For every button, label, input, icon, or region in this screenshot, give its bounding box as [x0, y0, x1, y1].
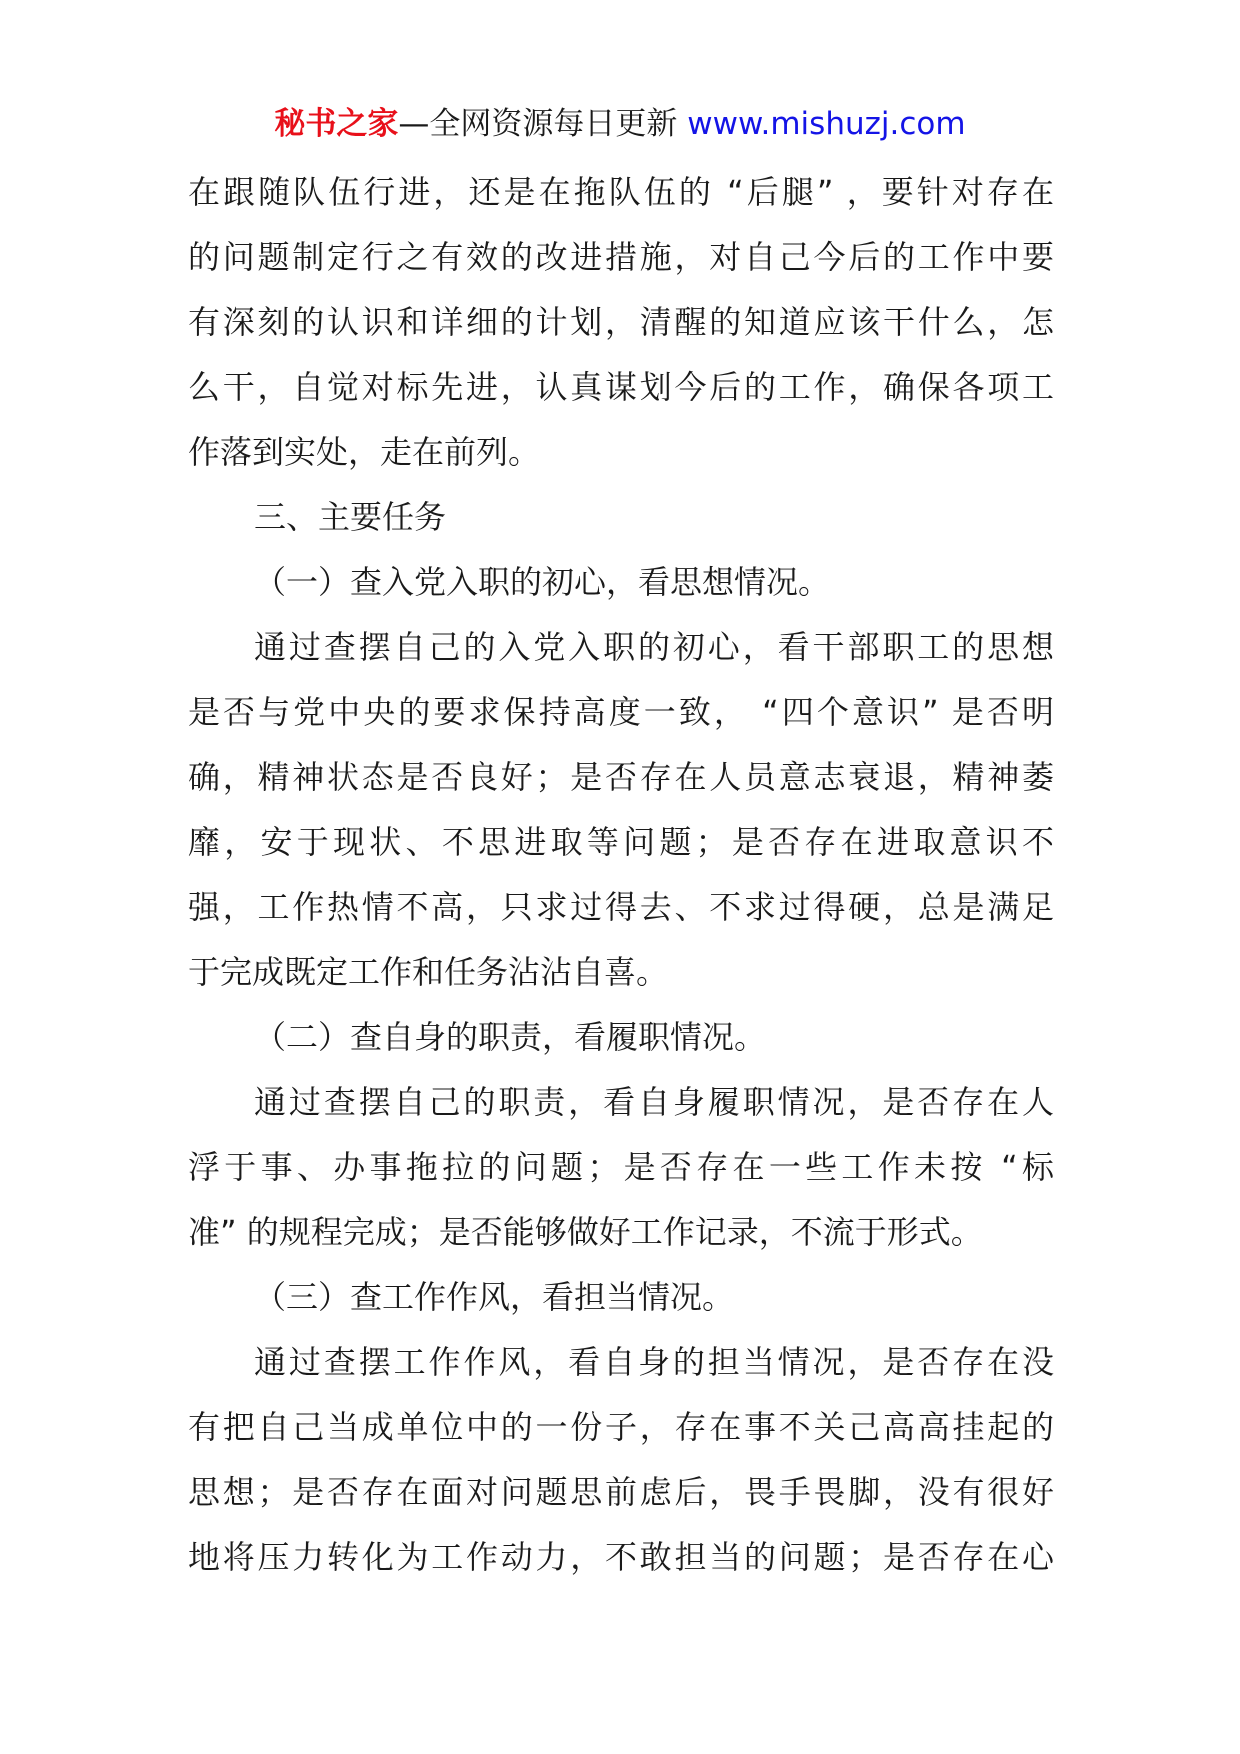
text-line: 作落到实处，走在前列。	[188, 433, 541, 471]
text-line: 思想；是否存在面对问题思前虑后，畏手畏脚，没有很好	[188, 1473, 1054, 1511]
text-line: 是否与党中央的要求保持高度一致， “四个意识” 是否明	[188, 693, 1054, 731]
text-line: 于完成既定工作和任务沾沾自喜。	[188, 953, 669, 991]
text-line: 么干，自觉对标先进，认真谋划今后的工作，确保各项工	[188, 368, 1054, 406]
text-line: 的问题制定行之有效的改进措施，对自己今后的工作中要	[188, 238, 1054, 276]
text-line: 通过查摆工作作风，看自身的担当情况，是否存在没	[254, 1343, 1054, 1381]
site-header	[0, 98, 1240, 150]
text-line: 浮于事、办事拖拉的问题；是否存在一些工作未按 “标	[188, 1148, 1054, 1186]
text-line: 准” 的规程完成；是否能够做好工作记录，不流于形式。	[188, 1213, 983, 1251]
text-line: 通过查摆自己的职责，看自身履职情况，是否存在人	[254, 1083, 1054, 1121]
text-line: 靡，安于现状、不思进取等问题；是否存在进取意识不	[188, 823, 1054, 861]
text-line: 有深刻的认识和详细的计划，清醒的知道应该干什么，怎	[188, 303, 1054, 341]
text-line: 三、主要任务	[254, 498, 447, 536]
text-line: （一）查入党入职的初心，看思想情况。	[254, 563, 831, 601]
text-line: 在跟随队伍行进，还是在拖队伍的 “后腿” ，要针对存在	[188, 173, 1054, 211]
site-url-link[interactable]: www.mishuzj.com	[687, 106, 966, 142]
text-line: 地将压力转化为工作动力，不敢担当的问题；是否存在心	[188, 1538, 1054, 1576]
text-line: 有把自己当成单位中的一份子，存在事不关己高高挂起的	[188, 1408, 1054, 1446]
site-brand: 秘书之家	[274, 106, 399, 142]
document-body	[188, 160, 1054, 1590]
text-line: 确，精神状态是否良好；是否存在人员意志衰退，精神萎	[188, 758, 1054, 796]
text-line: 通过查摆自己的入党入职的初心，看干部职工的思想	[254, 628, 1054, 666]
text-line: （三）查工作作风，看担当情况。	[254, 1278, 735, 1316]
site-tagline: —全网资源每日更新	[398, 106, 688, 142]
text-line: （二）查自身的职责，看履职情况。	[254, 1018, 767, 1056]
text-line: 强，工作热情不高，只求过得去、不求过得硬，总是满足	[188, 888, 1054, 926]
